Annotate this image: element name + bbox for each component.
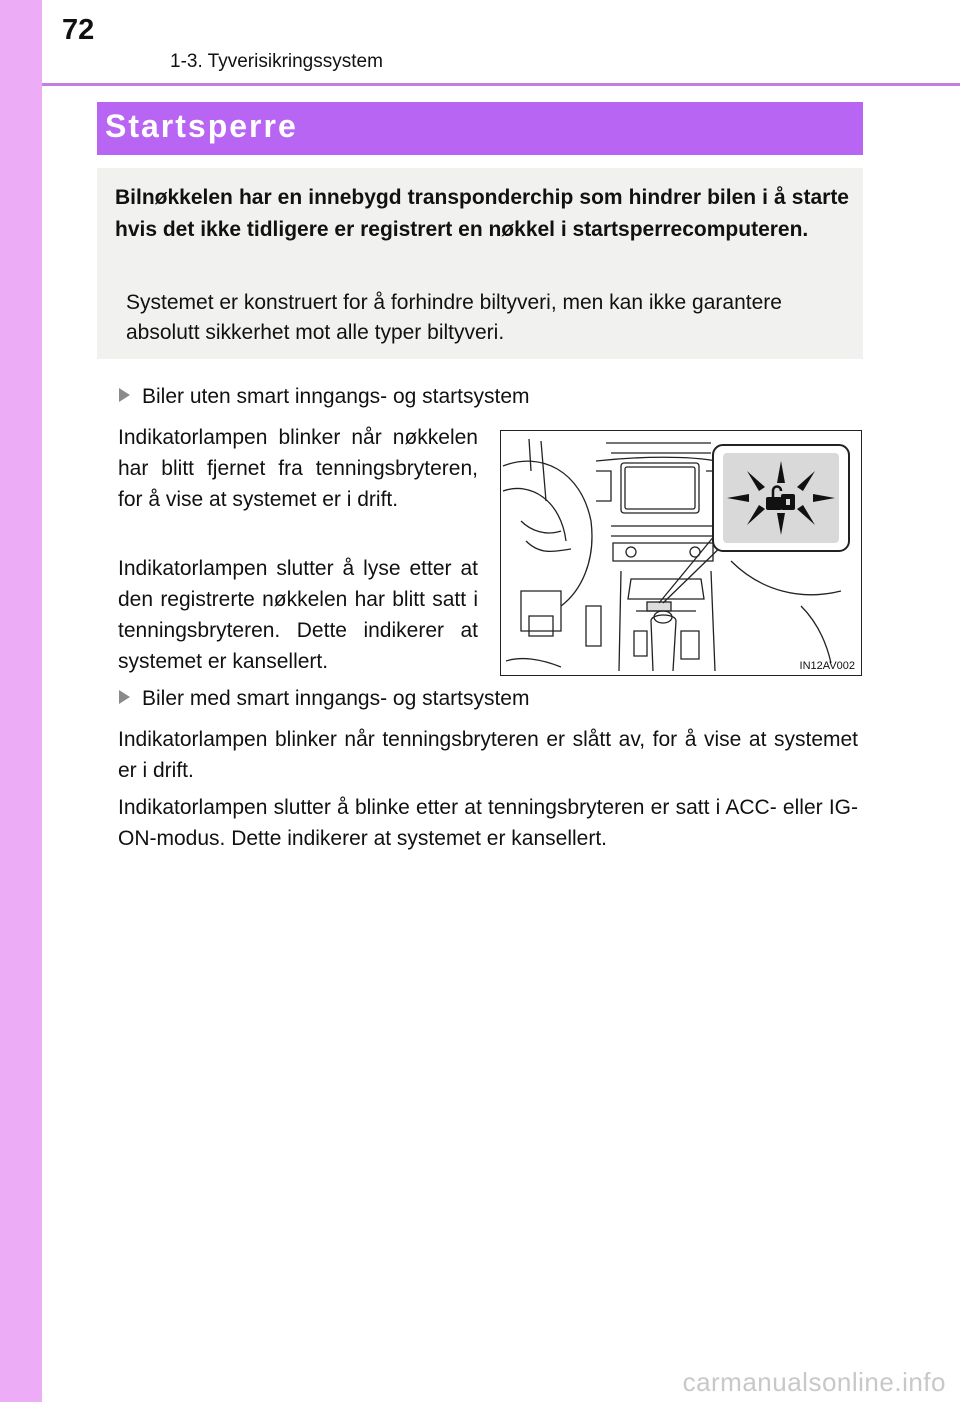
intro-summary: Bilnøkkelen har en innebygd transponderchip som hindrer bilen i å starte hvis det ikke tidligere er registrert en nøkkel i startsperrecomputeren.: [115, 186, 849, 241]
intro-note: Systemet er konstruert for å forhindre biltyveri, men kan ikke garantere absolutt sikkerhet mot alle typer biltyveri.: [126, 291, 782, 344]
page-number: 72: [62, 14, 95, 46]
section-banner: [97, 102, 863, 155]
chapter-title: 1-3. Tyverisikringssystem: [170, 51, 383, 72]
dashboard-illustration: [500, 430, 862, 676]
subheading-text: Biler med smart inngangs- og startsystem: [142, 687, 530, 710]
bullet-triangle-icon: [119, 388, 130, 402]
bullet-triangle-icon: [119, 690, 130, 704]
watermark: carmanualsonline.info: [682, 1367, 946, 1397]
subheading-without-smart: [119, 383, 530, 411]
figure-code: IN12AV002: [799, 660, 855, 672]
section-title: Startsperre: [105, 108, 298, 144]
paragraph-stops: Indikatorlampen slutter å lyse etter at den registrerte nøkkelen har blitt satt i tenningsbryteren. Dette indikerer at systemet er kansellert.: [118, 557, 478, 673]
paragraph-smart-blinks: Indikatorlampen blinker når tenningsbryteren er slått av, for å vise at systemet er i drift.: [118, 728, 858, 782]
dashboard-drawing: [501, 431, 861, 675]
header-divider: [42, 83, 960, 86]
subheading-text: Biler uten smart inngangs- og startsystem: [142, 385, 530, 408]
intro-box: [97, 168, 863, 359]
paragraph-blinks: Indikatorlampen blinker når nøkkelen har blitt fjernet fra tenningsbryteren, for å vise at systemet er i drift.: [118, 426, 478, 511]
paragraph-smart-stops: Indikatorlampen slutter å blinke etter at tenningsbryteren er satt i ACC- eller IG-ON-modus. Dette indikerer at systemet er kansellert.: [118, 796, 858, 850]
side-tab-strip: [0, 0, 42, 1402]
subheading-with-smart: [119, 685, 529, 713]
